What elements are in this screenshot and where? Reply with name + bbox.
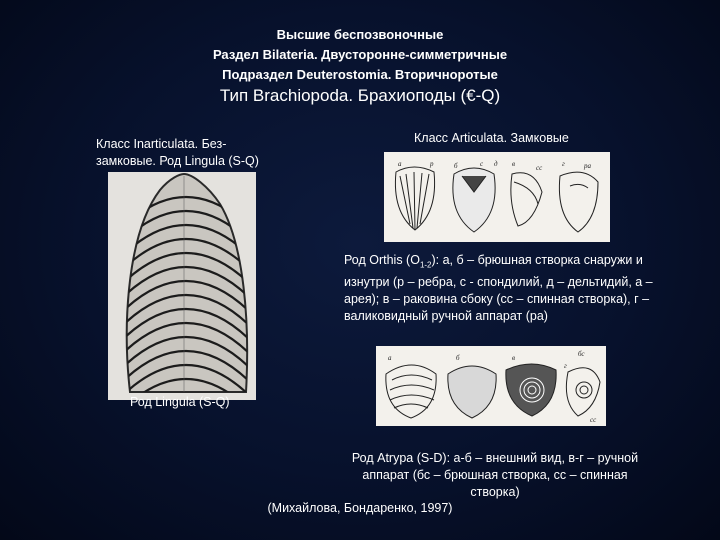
lingula-figure <box>108 172 256 400</box>
atrypa-drawings <box>376 346 606 426</box>
orthis-label-cc: сс <box>536 164 543 172</box>
atrypa-label-cc: сс <box>590 416 597 424</box>
articulata-caption: Класс Articulata. Замковые <box>414 131 569 145</box>
orthis-label-c: с <box>480 160 484 168</box>
orthis-caption: Род Orthis $(O_{1-2})$: а, б – брюшная створка снаружи и изнутри (р – ребра, с - спондилий, д – дельтидий, а – арея); в – раковина сбоку (сс – спинная створка), г – валиковидный ручной аппарат (ра) <box>344 253 653 323</box>
atrypa-figure <box>376 346 606 426</box>
atrypa-label-b: б <box>456 354 460 362</box>
orthis-label-b: б <box>454 162 458 170</box>
atrypa-caption: Род Atrypa (S-D): а-б – внешний вид, в-г – ручной аппарат (бс – брюшная створка, сс – спинная створка) <box>351 451 639 499</box>
orthis-label-v: в <box>512 160 516 168</box>
source-citation: (Михайлова, Бондаренко, 1997) <box>267 501 453 515</box>
orthis-label-p: р <box>430 160 434 168</box>
atrypa-label-v: в <box>512 354 516 362</box>
page-title: Тип Brachiopoda. Брахиоподы (€-Q) <box>219 86 501 105</box>
header-line-2: Раздел Bilateria. Двусторонне-симметричные <box>212 47 508 62</box>
atrypa-label-g: г <box>564 362 567 370</box>
orthis-drawings <box>384 152 610 242</box>
orthis-label-a: а <box>398 160 402 168</box>
lingula-figure-caption: Род Lingula (S-Q) <box>130 395 230 409</box>
atrypa-label-bc: бс <box>578 350 585 358</box>
inarticulata-caption: Класс Inarticulata. Без-замковые. Род Lingula (S-Q) <box>96 137 259 168</box>
lingula-shell-drawing <box>108 172 256 400</box>
header-line-1: Высшие беспозвоночные <box>276 27 444 42</box>
atrypa-label-a: а <box>388 354 392 362</box>
orthis-figure <box>384 152 610 242</box>
orthis-label-d: д <box>494 160 498 168</box>
orthis-label-pa: ра <box>584 162 591 170</box>
header-line-3: Подраздел Deuterostomia. Вторичноротые <box>222 67 498 82</box>
orthis-label-g: г <box>562 160 565 168</box>
